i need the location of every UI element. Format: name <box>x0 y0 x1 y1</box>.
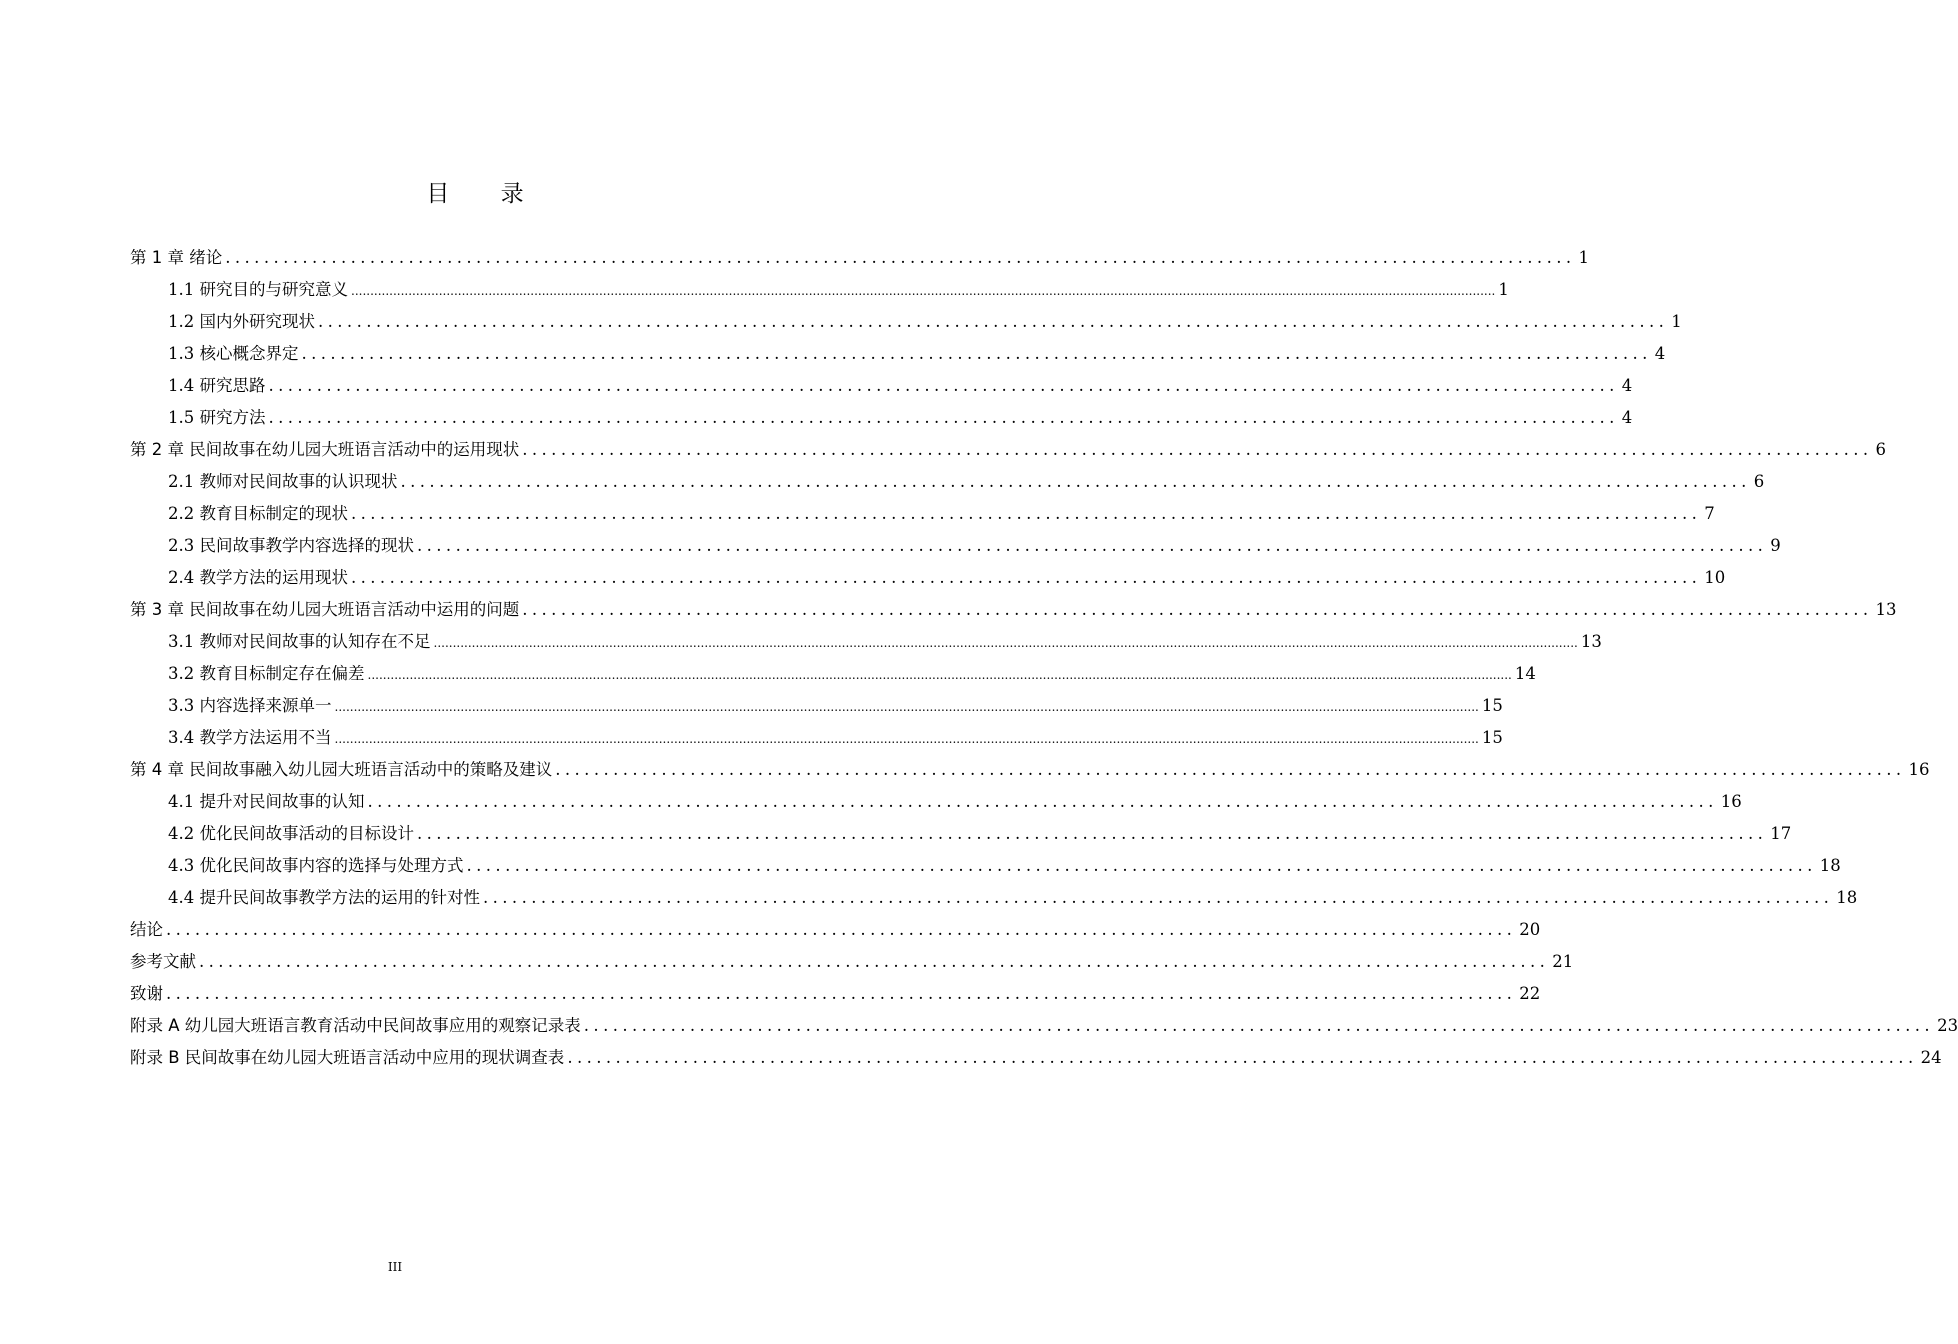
dot-leader: ............................................................................................................................................ <box>555 760 1906 779</box>
toc-entry-label: 2.3 民间故事教学内容选择的现状 <box>168 536 414 555</box>
toc-entry-page-number: 20 <box>1519 920 1541 939</box>
dot-leader: ............................................................................................................................................................................................................................................................................................................ <box>367 668 1512 682</box>
dot-leader: ............................................................................................................................................ <box>417 824 1768 843</box>
toc-entry-page-number: 14 <box>1514 664 1536 683</box>
dot-leader: ............................................................................................................................................ <box>483 888 1834 907</box>
toc-entry-label: 4.1 提升对民间故事的认知 <box>168 792 365 811</box>
toc-entry-label: 第 2 章 民间故事在幼儿园大班语言活动中的运用现状 <box>130 440 520 459</box>
toc-entry-label: 3.4 教学方法运用不当 <box>168 728 332 747</box>
toc-entry-page-number: 23 <box>1937 1016 1958 1035</box>
toc-section-entry[interactable] <box>130 818 1792 850</box>
toc-section-entry[interactable] <box>130 786 1742 818</box>
toc-entry-page-number: 10 <box>1704 568 1726 587</box>
toc-entry-page-number: 24 <box>1920 1048 1942 1067</box>
toc-entry-page-number: 22 <box>1519 984 1541 1003</box>
toc-entry-label: 致谢 <box>130 984 163 1003</box>
dot-leader: ............................................................................................................................................ <box>166 984 1517 1003</box>
toc-entry-page-number: 16 <box>1720 792 1742 811</box>
toc-entry-label: 3.2 教育目标制定存在偏差 <box>168 664 365 683</box>
toc-entry-page-number: 6 <box>1753 472 1765 491</box>
toc-chapter-entry[interactable] <box>130 754 1930 786</box>
toc-section-entry[interactable] <box>130 466 1765 498</box>
toc-section-entry[interactable] <box>130 882 1858 914</box>
toc-chapter-entry[interactable] <box>130 434 1887 466</box>
dot-leader: ............................................................................................................................................ <box>199 952 1550 971</box>
toc-entry-page-number: 6 <box>1875 440 1887 459</box>
toc-entry-page-number: 4 <box>1621 376 1633 395</box>
toc-entry-label: 参考文献 <box>130 952 196 971</box>
toc-entry-label: 4.2 优化民间故事活动的目标设计 <box>168 824 414 843</box>
toc-section-entry[interactable] <box>130 306 1682 338</box>
toc-entry-label: 2.2 教育目标制定的现状 <box>168 504 348 523</box>
dot-leader: ............................................................................................................................................ <box>567 1048 1918 1067</box>
toc-entry-label: 1.1 研究目的与研究意义 <box>168 280 348 299</box>
toc-chapter-entry[interactable] <box>130 1042 1942 1074</box>
toc-entry-label: 2.4 教学方法的运用现状 <box>168 568 348 587</box>
toc-section-entry[interactable] <box>130 626 1602 658</box>
toc-section-entry[interactable] <box>130 338 1666 370</box>
dot-leader: ............................................................................................................................................ <box>318 312 1669 331</box>
toc-entry-label: 1.3 核心概念界定 <box>168 344 299 363</box>
toc-entry-page-number: 15 <box>1481 696 1503 715</box>
toc-section-entry[interactable] <box>130 690 1503 722</box>
toc-entry-page-number: 7 <box>1704 504 1715 523</box>
toc-entry-page-number: 4 <box>1621 408 1633 427</box>
toc-section-entry[interactable] <box>130 850 1841 882</box>
toc-section-entry[interactable] <box>130 722 1503 754</box>
toc-entry-page-number: 17 <box>1770 824 1792 843</box>
dot-leader: ............................................................................................................................................................................................................................................................................................................ <box>351 284 1496 298</box>
toc-chapter-entry[interactable] <box>130 914 1541 946</box>
toc-entry-page-number: 13 <box>1580 632 1602 651</box>
page-footer-number: III <box>387 1260 403 1274</box>
dot-leader: ............................................................................................................................................ <box>268 408 1619 427</box>
dot-leader: ............................................................................................................................................ <box>225 248 1576 267</box>
toc-entry-label: 4.4 提升民间故事教学方法的运用的针对性 <box>168 888 480 907</box>
toc-section-entry[interactable] <box>130 658 1536 690</box>
toc-section-entry[interactable] <box>130 370 1633 402</box>
toc-entry-label: 第 3 章 民间故事在幼儿园大班语言活动中运用的问题 <box>130 600 520 619</box>
dot-leader: ............................................................................................................................................ <box>583 1016 1935 1035</box>
toc-chapter-entry[interactable] <box>130 1010 1958 1042</box>
toc-chapter-entry[interactable] <box>130 594 1897 626</box>
toc-entry-label: 2.1 教师对民间故事的认识现状 <box>168 472 398 491</box>
dot-leader: ............................................................................................................................................ <box>400 472 1751 491</box>
toc-chapter-entry[interactable] <box>130 242 1590 274</box>
dot-leader: ............................................................................................................................................ <box>301 344 1652 363</box>
dot-leader: ............................................................................................................................................ <box>417 536 1768 555</box>
dot-leader: ............................................................................................................................................ <box>351 568 1702 587</box>
toc-entry-label: 1.2 国内外研究现状 <box>168 312 315 331</box>
dot-leader: ............................................................................................................................................ <box>166 920 1517 939</box>
toc-title: 目 录 <box>426 181 546 207</box>
dot-leader: ............................................................................................................................................ <box>268 376 1619 395</box>
toc-entry-page-number: 9 <box>1770 536 1781 555</box>
toc-entry-page-number: 4 <box>1654 344 1666 363</box>
toc-chapter-entry[interactable] <box>130 978 1541 1010</box>
dot-leader: ............................................................................................................................................ <box>351 504 1702 523</box>
toc-entry-label: 1.4 研究思路 <box>168 376 266 395</box>
toc-entry-label: 第 1 章 绪论 <box>130 248 223 267</box>
table-of-contents <box>130 242 1958 1074</box>
toc-entry-label: 附录 A 幼儿园大班语言教育活动中民间故事应用的观察记录表 <box>130 1016 581 1035</box>
toc-section-entry[interactable] <box>130 274 1509 306</box>
toc-entry-label: 1.5 研究方法 <box>168 408 266 427</box>
dot-leader: ............................................................................................................................................ <box>522 600 1873 619</box>
toc-entry-label: 结论 <box>130 920 163 939</box>
dot-leader: ............................................................................................................................................................................................................................................................................................................ <box>334 732 1479 746</box>
toc-entry-label: 3.1 教师对民间故事的认知存在不足 <box>168 632 431 651</box>
toc-entry-page-number: 13 <box>1875 600 1897 619</box>
toc-entry-page-number: 1 <box>1578 248 1590 267</box>
toc-entry-label: 附录 B 民间故事在幼儿园大班语言活动中应用的现状调查表 <box>130 1048 565 1067</box>
toc-entry-label: 第 4 章 民间故事融入幼儿园大班语言活动中的策略及建议 <box>130 760 553 779</box>
dot-leader: ............................................................................................................................................................................................................................................................................................................ <box>433 636 1578 650</box>
dot-leader: ............................................................................................................................................................................................................................................................................................................ <box>334 700 1479 714</box>
toc-entry-page-number: 1 <box>1671 312 1682 331</box>
toc-section-entry[interactable] <box>130 562 1726 594</box>
toc-entry-page-number: 15 <box>1481 728 1503 747</box>
dot-leader: ............................................................................................................................................ <box>522 440 1873 459</box>
toc-entry-page-number: 1 <box>1498 280 1509 299</box>
toc-entry-page-number: 21 <box>1552 952 1574 971</box>
toc-entry-page-number: 18 <box>1819 856 1841 875</box>
dot-leader: ............................................................................................................................................ <box>466 856 1817 875</box>
toc-entry-label: 4.3 优化民间故事内容的选择与处理方式 <box>168 856 464 875</box>
toc-chapter-entry[interactable] <box>130 946 1574 978</box>
dot-leader: ............................................................................................................................................ <box>367 792 1718 811</box>
toc-section-entry[interactable] <box>130 402 1633 434</box>
toc-section-entry[interactable] <box>130 530 1781 562</box>
toc-entry-page-number: 18 <box>1836 888 1858 907</box>
toc-section-entry[interactable] <box>130 498 1715 530</box>
toc-entry-page-number: 16 <box>1908 760 1930 779</box>
toc-entry-label: 3.3 内容选择来源单一 <box>168 696 332 715</box>
